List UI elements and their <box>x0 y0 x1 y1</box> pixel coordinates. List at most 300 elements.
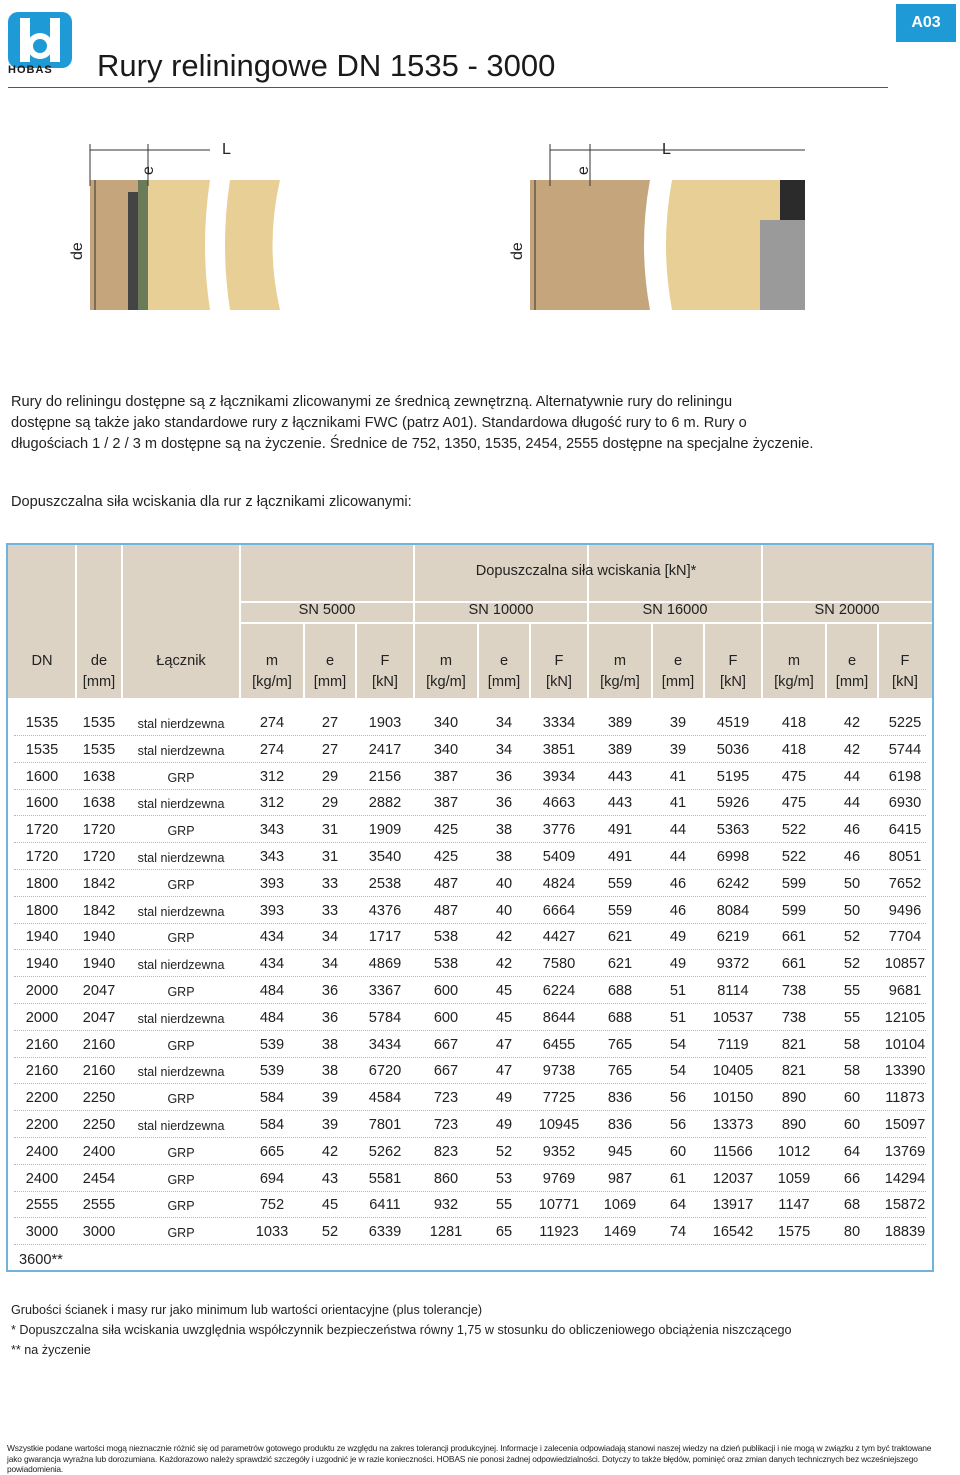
table-cell: 55 <box>843 1009 861 1026</box>
connector-cell: stal nierdzewna <box>137 958 225 973</box>
table-cell: 42 <box>321 1143 339 1160</box>
table-cell: 6339 <box>368 1224 402 1241</box>
table-cell: 36 <box>495 768 513 785</box>
table-cell: 3776 <box>542 822 576 839</box>
header-row-divider <box>240 622 932 624</box>
connector-cell: GRP <box>167 931 195 946</box>
table-cell: 42 <box>843 741 861 758</box>
table-cell: 312 <box>259 795 285 812</box>
table-cell: 42 <box>843 715 861 731</box>
table-cell: 418 <box>781 715 807 731</box>
table-cell: 6411 <box>369 1197 401 1214</box>
table-cell: 10405 <box>712 1063 754 1080</box>
table-cell: 4663 <box>542 795 576 812</box>
table-cell: 49 <box>495 1117 513 1133</box>
table-cell: 36 <box>321 983 339 999</box>
table-cell: 38 <box>321 1063 339 1080</box>
table-cell: 1940 <box>82 956 116 973</box>
table-cell: 484 <box>259 1009 285 1026</box>
table-cell: 738 <box>781 1009 807 1026</box>
table-cell: 823 <box>433 1143 459 1160</box>
table-cell: 6242 <box>716 875 750 892</box>
table-cell: 68 <box>843 1197 861 1214</box>
group-header: Dopuszczalna siła wciskania [kN]* <box>475 563 697 579</box>
table-cell: 41 <box>669 795 687 812</box>
table-row <box>8 844 932 870</box>
disclaimer-line: Wszystkie podane wartości mogą nieznacznie różnić się od parametrów gotowego produktu ze względu na zakres tolerancji produkcyjnej. Informacje i zalecenia odpowiadają stanowi naszej wiedzy na dzień publikacji i nie mogą w związku z tym być traktowane <box>7 1443 932 1453</box>
page-title: Rury reliningowe DN 1535 - 3000 <box>97 48 556 83</box>
right-wall-label: e <box>575 166 592 175</box>
table-cell: 5744 <box>888 741 922 758</box>
table-cell: 46 <box>843 822 861 839</box>
table-cell: 274 <box>259 741 285 758</box>
table-cell: 694 <box>259 1170 285 1187</box>
table-cell: 64 <box>843 1143 861 1160</box>
column-header-e-unit: [mm] <box>313 674 347 690</box>
table-cell: 39 <box>669 715 687 731</box>
table-cell: 46 <box>669 875 687 892</box>
column-header-F: F <box>728 653 738 669</box>
sn-class-header: SN 10000 <box>468 602 534 618</box>
table-cell: 559 <box>607 875 633 892</box>
table-cell: 522 <box>781 849 807 865</box>
table-cell: 42 <box>495 956 513 973</box>
table-cell: 13390 <box>884 1063 926 1080</box>
table-cell: 667 <box>433 1036 459 1053</box>
table-cell: 932 <box>433 1197 459 1214</box>
table-cell: 1033 <box>255 1224 289 1241</box>
table-cell: 36 <box>495 795 513 812</box>
table-cell: 13917 <box>712 1197 754 1214</box>
column-header-F-unit: [kN] <box>720 674 746 690</box>
table-cell: 49 <box>669 956 687 973</box>
table-cell: 5195 <box>716 768 750 785</box>
connector-cell: GRP <box>167 1226 195 1241</box>
table-cell: 559 <box>607 902 633 919</box>
table-cell: 393 <box>259 875 285 892</box>
table-cell: 1638 <box>82 768 116 785</box>
table-cell: 2555 <box>82 1197 116 1214</box>
table-cell: 16542 <box>712 1224 754 1241</box>
table-cell: 1575 <box>777 1224 811 1241</box>
table-cell: 1720 <box>82 849 116 865</box>
table-cell: 6415 <box>888 822 922 839</box>
table-cell: 60 <box>669 1143 687 1160</box>
table-cell: 1720 <box>82 822 116 839</box>
table-cell: 39 <box>321 1117 339 1133</box>
table-cell: 836 <box>607 1117 633 1133</box>
table-cell: 8114 <box>717 983 749 999</box>
table-cell: 5926 <box>716 795 750 812</box>
intro-line: długościach 1 / 2 / 3 m dostępne są na życzenie. Średnice de 752, 1350, 1535, 2454, 2555 dostępne na specjalne życzenie. <box>11 436 814 452</box>
table-cell: 6224 <box>542 983 576 999</box>
table-cell: 1535 <box>82 741 116 758</box>
table-cell: 538 <box>433 956 459 973</box>
table-cell: 60 <box>843 1117 861 1133</box>
table-cell: 1800 <box>25 902 59 919</box>
table-cell: 4427 <box>542 929 576 946</box>
table-cell: 9496 <box>888 902 922 919</box>
connector-cell: GRP <box>167 1038 195 1053</box>
table-cell: 55 <box>495 1197 513 1214</box>
table-cell: 2882 <box>368 795 402 812</box>
table-cell: 688 <box>607 983 633 999</box>
table-row <box>8 1112 932 1138</box>
table-cell: 1842 <box>82 902 116 919</box>
column-header-F-unit: [kN] <box>372 674 398 690</box>
table-cell: 3334 <box>542 715 576 731</box>
table-cell: 18839 <box>884 1224 926 1241</box>
table-cell: 7801 <box>368 1117 402 1133</box>
pipe-drawing <box>60 130 840 330</box>
table-cell: 52 <box>321 1224 339 1241</box>
table-cell: 51 <box>669 983 687 999</box>
column-header-F-unit: [kN] <box>546 674 572 690</box>
table-cell: 2250 <box>82 1090 116 1107</box>
table-cell: 1638 <box>82 795 116 812</box>
column-header-m-unit: [kg/m] <box>252 674 292 690</box>
column-header-e-unit: [mm] <box>661 674 695 690</box>
table-cell: 39 <box>669 741 687 758</box>
table-cell: 425 <box>433 822 459 839</box>
table-cell: 9769 <box>542 1170 576 1187</box>
connector-cell: GRP <box>167 1199 195 1214</box>
table-row <box>8 737 932 763</box>
table-cell: 15872 <box>884 1197 926 1214</box>
table-row <box>8 764 932 790</box>
column-header-m: m <box>787 653 801 669</box>
table-cell: 45 <box>495 1009 513 1026</box>
table-cell: 4376 <box>368 902 402 919</box>
table-cell: 31 <box>321 849 339 865</box>
table-cell: 475 <box>781 795 807 812</box>
table-cell: 46 <box>843 849 861 865</box>
table-cell: 3000 <box>82 1224 116 1241</box>
table-cell: 9681 <box>888 983 922 999</box>
table-cell: 1842 <box>82 875 116 892</box>
table-cell: 3540 <box>368 849 402 865</box>
table-cell: 27 <box>321 741 339 758</box>
table-cell: 12037 <box>712 1170 754 1187</box>
table-cell: 491 <box>607 849 633 865</box>
table-cell: 1717 <box>368 929 402 946</box>
table-row <box>8 951 932 977</box>
table-cell: 393 <box>259 902 285 919</box>
table-cell: 621 <box>607 929 633 946</box>
row-separator <box>14 1244 926 1245</box>
table-cell: 53 <box>495 1170 513 1187</box>
table-cell: 860 <box>433 1170 459 1187</box>
table-cell: 34 <box>495 715 513 731</box>
column-header-e: e <box>325 653 335 669</box>
table-cell: 3851 <box>542 741 576 758</box>
table-cell: 3367 <box>368 983 402 999</box>
table-cell: 599 <box>781 875 807 892</box>
column-header-m-unit: [kg/m] <box>426 674 466 690</box>
table-cell: 40 <box>495 875 513 892</box>
table-cell: 4519 <box>716 715 750 731</box>
force-table <box>6 543 934 1272</box>
table-row <box>8 1005 932 1031</box>
table-cell: 491 <box>607 822 633 839</box>
table-row <box>8 710 932 736</box>
sn-class-header: SN 20000 <box>814 602 880 618</box>
table-cell: 11566 <box>713 1143 753 1160</box>
table-cell: 661 <box>781 929 807 946</box>
table-cell: 1940 <box>82 929 116 946</box>
connector-cell: stal nierdzewna <box>137 851 225 865</box>
table-row <box>8 1139 932 1165</box>
pipe-drawing-right <box>509 141 805 310</box>
table-cell: 52 <box>495 1143 513 1160</box>
table-cell: 584 <box>259 1090 285 1107</box>
table-cell: 821 <box>781 1036 807 1053</box>
table-cell: 1909 <box>368 822 402 839</box>
table-cell: 2400 <box>82 1143 116 1160</box>
table-cell: 475 <box>781 768 807 785</box>
table-cell: 621 <box>607 956 633 973</box>
table-cell: 7652 <box>888 875 922 892</box>
pipe-drawing-left <box>69 141 280 310</box>
column-header-F: F <box>900 653 910 669</box>
table-cell: 484 <box>259 983 285 999</box>
table-cell: 2454 <box>82 1170 116 1187</box>
column-header-m: m <box>265 653 279 669</box>
table-cell: 836 <box>607 1090 633 1107</box>
table-cell: 52 <box>843 929 861 946</box>
column-header-dn: DN <box>31 653 53 669</box>
table-cell: 11873 <box>885 1090 925 1107</box>
table-cell: 1720 <box>25 822 59 839</box>
title-divider <box>8 87 888 88</box>
table-cell: 56 <box>669 1090 687 1107</box>
table-cell: 6998 <box>716 849 750 865</box>
table-cell: 11923 <box>539 1224 579 1241</box>
table-cell: 387 <box>433 795 459 812</box>
table-cell: 39 <box>321 1090 339 1107</box>
table-cell: 44 <box>843 795 861 812</box>
table-cell: 1600 <box>25 795 59 812</box>
page-badge: A03 <box>896 4 956 42</box>
table-cell: 10537 <box>712 1009 754 1026</box>
table-cell: 600 <box>433 983 459 999</box>
connector-cell: GRP <box>167 877 195 892</box>
table-cell: 890 <box>781 1117 807 1133</box>
table-cell: 44 <box>669 822 687 839</box>
table-cell: 5225 <box>888 715 922 731</box>
table-cell: 66 <box>843 1170 861 1187</box>
intro-line: Rury do reliningu dostępne są z łącznikami zlicowanymi ze średnicą zewnętrzną. Alternatywnie rury do reliningu <box>11 394 733 410</box>
table-cell: 584 <box>259 1117 285 1133</box>
table-cell: 3934 <box>542 768 576 785</box>
table-cell: 2160 <box>25 1063 59 1080</box>
table-cell: 5363 <box>716 822 750 839</box>
table-cell: 50 <box>843 902 861 919</box>
table-cell: 33 <box>321 875 339 892</box>
table-row <box>8 871 932 897</box>
intro-paragraph <box>11 392 941 455</box>
table-cell: 4584 <box>368 1090 402 1107</box>
table-cell: 6455 <box>542 1036 576 1053</box>
table-cell: 723 <box>433 1090 459 1107</box>
disclaimer <box>7 1443 952 1475</box>
table-cell: 539 <box>259 1063 285 1080</box>
table-cell: 38 <box>321 1036 339 1053</box>
table-cell: 49 <box>495 1090 513 1107</box>
table-cell: 52 <box>843 956 861 973</box>
table-cell: 2047 <box>82 983 116 999</box>
table-cell: 389 <box>607 741 633 758</box>
table-cell: 5262 <box>368 1143 402 1160</box>
table-cell: 661 <box>781 956 807 973</box>
table-cell: 27 <box>321 715 339 731</box>
logo-text: HOBAS <box>8 64 53 76</box>
table-cell: 343 <box>259 822 285 839</box>
table-cell: 8644 <box>542 1009 576 1026</box>
table-cell: 50 <box>843 875 861 892</box>
table-cell: 752 <box>259 1197 285 1214</box>
table-cell: 2000 <box>25 1009 59 1026</box>
table-cell: 41 <box>669 768 687 785</box>
table-cell: 2156 <box>368 768 402 785</box>
table-row <box>8 1219 932 1245</box>
connector-cell: GRP <box>167 985 195 999</box>
column-header-e: e <box>673 653 683 669</box>
table-cell: 49 <box>669 929 687 946</box>
table-cell: 343 <box>259 849 285 865</box>
table-cell: 3000 <box>25 1224 59 1241</box>
table-cell: 58 <box>843 1063 861 1080</box>
table-cell: 7580 <box>542 956 576 973</box>
table-cell: 2160 <box>82 1063 116 1080</box>
left-length-label: L <box>222 141 231 158</box>
table-cell: 6219 <box>716 929 750 946</box>
table-cell: 1012 <box>777 1143 811 1160</box>
table-cell: 56 <box>669 1117 687 1133</box>
table-cell: 46 <box>669 902 687 919</box>
table-cell: 2250 <box>82 1117 116 1133</box>
table-cell: 44 <box>669 849 687 865</box>
column-header-F: F <box>554 653 564 669</box>
table-cell: 1535 <box>82 715 116 731</box>
table-cell: 1800 <box>25 875 59 892</box>
column-header-e: e <box>499 653 509 669</box>
table-cell: 5036 <box>716 741 750 758</box>
table-cell: 434 <box>259 956 285 973</box>
table-row <box>8 924 932 950</box>
table-cell: 12105 <box>884 1009 926 1026</box>
footnote: Grubości ścianek i masy rur jako minimum lub wartości orientacyjne (plus tolerancje) <box>11 1303 483 1317</box>
table-cell: 1469 <box>603 1224 637 1241</box>
table-cell: 688 <box>607 1009 633 1026</box>
table-cell: 945 <box>607 1143 633 1160</box>
table-cell: 10771 <box>538 1197 580 1214</box>
table-row <box>8 1085 932 1111</box>
last-row-label: 3600** <box>19 1252 63 1268</box>
table-cell: 7725 <box>542 1090 576 1107</box>
right-length-label: L <box>662 141 671 158</box>
table-cell: 8051 <box>888 849 922 865</box>
table-cell: 9372 <box>716 956 750 973</box>
connector-cell: stal nierdzewna <box>137 1011 225 1026</box>
table-cell: 539 <box>259 1036 285 1053</box>
table-cell: 5409 <box>542 849 576 865</box>
table-cell: 738 <box>781 983 807 999</box>
connector-cell: GRP <box>167 1092 195 1107</box>
table-cell: 821 <box>781 1063 807 1080</box>
table-cell: 2400 <box>25 1170 59 1187</box>
table-row <box>8 1192 932 1218</box>
table-row <box>8 790 932 816</box>
table-cell: 1600 <box>25 768 59 785</box>
table-cell: 6664 <box>542 902 576 919</box>
table-cell: 74 <box>669 1224 687 1241</box>
connector-cell: GRP <box>167 770 195 785</box>
table-cell: 1903 <box>368 715 402 731</box>
table-row <box>8 978 932 1004</box>
table-cell: 7119 <box>717 1036 749 1053</box>
table-cell: 29 <box>321 795 339 812</box>
table-cell: 387 <box>433 768 459 785</box>
table-cell: 723 <box>433 1117 459 1133</box>
table-cell: 2000 <box>25 983 59 999</box>
table-cell: 36 <box>321 1009 339 1026</box>
right-diameter-label: de <box>509 242 526 260</box>
table-cell: 3434 <box>368 1036 402 1053</box>
table-cell: 58 <box>843 1036 861 1053</box>
table-cell: 7704 <box>888 929 922 946</box>
column-header-de: de <box>90 653 108 669</box>
table-row <box>8 1166 932 1192</box>
connector-cell: stal nierdzewna <box>137 717 225 731</box>
table-cell: 434 <box>259 929 285 946</box>
connector-cell: GRP <box>167 1172 195 1187</box>
table-cell: 38 <box>495 822 513 839</box>
table-cell: 2200 <box>25 1117 59 1133</box>
table-row <box>8 817 932 843</box>
table-cell: 599 <box>781 902 807 919</box>
table-cell: 6930 <box>888 795 922 812</box>
table-cell: 340 <box>433 741 459 758</box>
connector-cell: stal nierdzewna <box>137 1065 225 1080</box>
table-cell: 15097 <box>884 1117 926 1133</box>
table-cell: 29 <box>321 768 339 785</box>
column-header-de-unit: [mm] <box>82 674 116 690</box>
left-wall-label: e <box>140 166 157 175</box>
table-cell: 34 <box>321 929 339 946</box>
table-cell: 55 <box>843 983 861 999</box>
table-cell: 8084 <box>716 902 750 919</box>
table-cell: 1535 <box>25 741 59 758</box>
table-cell: 13373 <box>712 1117 754 1133</box>
table-cell: 274 <box>259 715 285 731</box>
table-cell: 522 <box>781 822 807 839</box>
table-cell: 487 <box>433 902 459 919</box>
table-cell: 1069 <box>603 1197 637 1214</box>
table-cell: 40 <box>495 902 513 919</box>
table-cell: 43 <box>321 1170 339 1187</box>
column-header-m: m <box>439 653 453 669</box>
table-cell: 54 <box>669 1036 687 1053</box>
left-diameter-label: de <box>69 242 86 260</box>
table-cell: 487 <box>433 875 459 892</box>
table-cell: 45 <box>495 983 513 999</box>
table-cell: 2160 <box>25 1036 59 1053</box>
table-cell: 65 <box>495 1224 513 1241</box>
table-cell: 33 <box>321 902 339 919</box>
table-cell: 1940 <box>25 956 59 973</box>
column-header-connector: Łącznik <box>156 653 206 669</box>
